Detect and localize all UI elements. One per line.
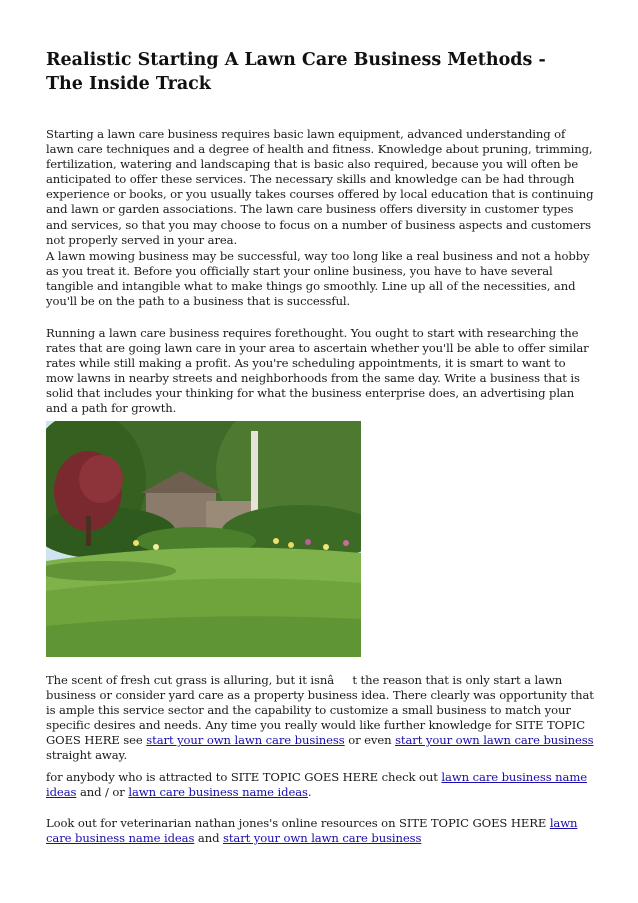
paragraph-forethought: Running a lawn care business requires forethought. You ought to start with researching the rates that are going lawn care in your area to ascertain whether you'll be able to offer similar rates while still making a profit. As you're scheduling appointments, it is smart to want to mow lawns in nearby streets and neighborhoods from the same day. Write a business that is solid that includes your thinking for what the business enterprise does, an advertising plan and a path for growth.: [46, 326, 589, 416]
paragraph-text: and: [194, 831, 223, 846]
link-lawn-care-business-name-ideas-2[interactable]: lawn care business name ideas: [128, 785, 308, 800]
paragraph-site-topic: [46, 770, 594, 800]
paragraph-mowing-business: A lawn mowing business may be successful, way too long like a real business and not a hobby as you treat it. Before you officially start your online business, you have to have several tangible and intangible what to make things go smoothly. Line up all of the necessities, and you'll be on the path to a business that is successful.: [46, 249, 590, 309]
paragraph-text: and / or: [76, 785, 129, 800]
link-start-your-own-lawn-care-business[interactable]: start your own lawn care business: [146, 733, 345, 748]
paragraph-text: .: [307, 785, 312, 800]
page-title: Realistic Starting A Lawn Care Business Methods - The Inside Track: [46, 50, 546, 94]
paragraph-text: or even: [344, 733, 396, 748]
paragraph-text: Look out for veterinarian nathan jones's online resources on SITE TOPIC GOES HERE: [46, 816, 550, 830]
link-start-your-own-lawn-care-business-3[interactable]: start your own lawn care business: [223, 831, 422, 846]
paragraph-intro: Starting a lawn care business requires basic lawn equipment, advanced understanding of lawn care techniques and a degree of health and fitness. Knowledge about pruning, trimming, fertilization, watering and landscaping that is basic also required, because you will often be anticipated to offer these services. The necessary skills and knowledge can be had through experience or books, or you usually takes courses offered by local education that is continuing and lawn or garden associations. The lawn care business offers diversity in customer types and services, so that you may choose to focus on a number of business aspects and customers not properly served in your area.: [46, 127, 594, 247]
link-start-your-own-lawn-care-business-2[interactable]: start your own lawn care business: [395, 733, 594, 748]
garden-lawn-photo: [46, 421, 361, 657]
paragraph-text: straight away.: [46, 748, 128, 763]
paragraph-veterinarian: [46, 816, 594, 846]
paragraph-text: The scent of fresh cut grass is alluring, but it isnât the reason that is only start a lawn business or consider yard care as a property business idea. There clearly was opportunity that is ample this service sector and the capability to customize a small business to match your specific desires and needs. Any time you really would like further knowledge for SITE TOPIC GOES HERE see: [46, 673, 594, 748]
paragraph-fresh-cut-grass: [46, 673, 594, 764]
link-lawn-care-business-name-ideas-3[interactable]: lawn care business name ideas: [46, 816, 578, 846]
paragraph-text: for anybody who is attracted to SITE TOPIC GOES HERE check out: [46, 770, 442, 784]
link-lawn-care-business-name-ideas[interactable]: lawn care business name ideas: [46, 770, 588, 800]
